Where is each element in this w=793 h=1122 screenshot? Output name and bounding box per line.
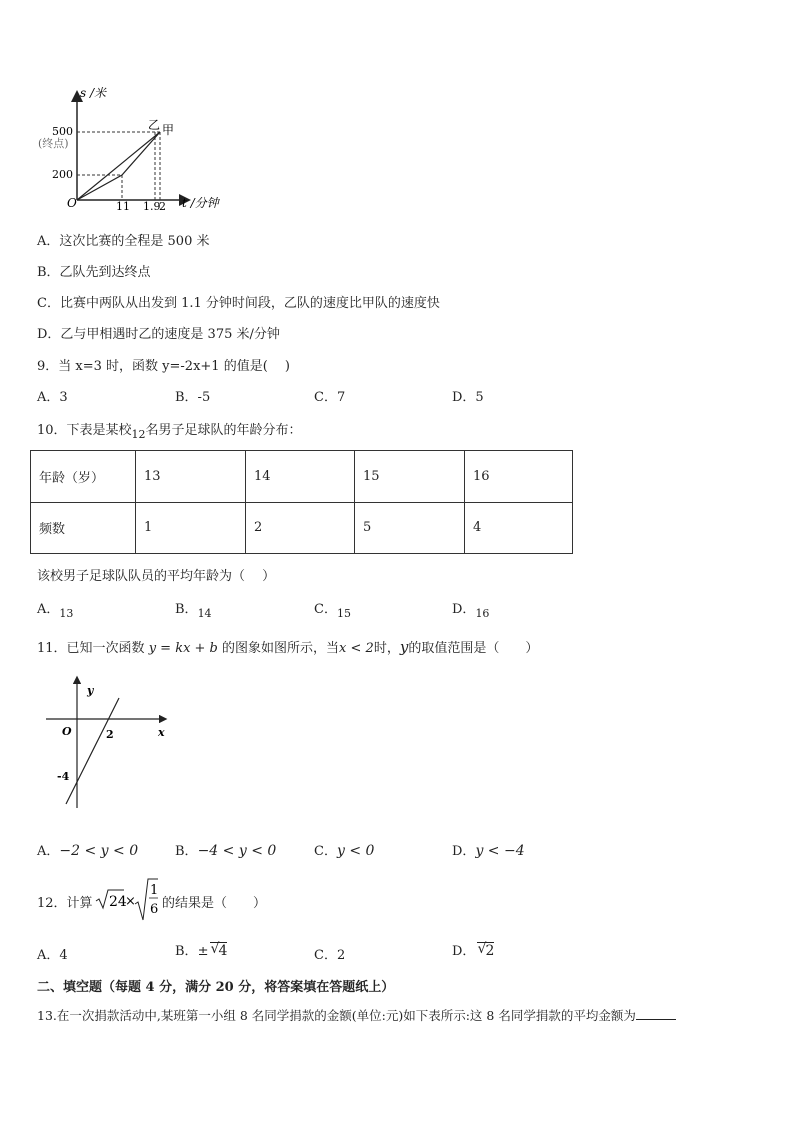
q8-option-d[interactable]: D．乙与甲相遇时乙的速度是 375 米/分钟	[37, 327, 280, 342]
q10-option-a[interactable]: A．$_{13}$	[37, 602, 74, 620]
q9-option-a[interactable]: A．3	[37, 390, 68, 405]
table-cell: 年龄（岁）	[31, 451, 136, 503]
age-table	[30, 450, 573, 554]
q12-stem-before: 12．计算	[37, 896, 93, 911]
q11-y-label: y	[87, 684, 94, 697]
table-cell: 2	[246, 502, 355, 554]
q9-stem: 9．当 x=3 时，函数 y=-2x+1 的值是( )	[37, 359, 290, 374]
sqrt-sign-icon: √ 4	[210, 941, 228, 959]
q11-tick-2: 2	[106, 728, 114, 741]
q8-option-b[interactable]: B．乙队先到达终点	[37, 265, 151, 280]
q12-option-c[interactable]: C．2	[314, 948, 346, 963]
table-cell: 1	[136, 502, 246, 554]
table-cell: 4	[465, 502, 573, 554]
tick-2: 2	[159, 200, 166, 213]
q8-option-c[interactable]: C．比赛中两队从出发到 1.1 分钟时间段，乙队的速度比甲队的速度快	[37, 296, 440, 311]
q10-option-b[interactable]: B．$_{14}$	[175, 602, 212, 620]
table-cell: 5	[355, 502, 465, 554]
q11-func: y = kx + b	[148, 641, 218, 656]
tick-19: 1.9	[143, 200, 161, 213]
q12-num-24: 24	[109, 894, 127, 910]
q12-times: ×	[125, 894, 136, 909]
q8-option-a[interactable]: A．这次比赛的全程是 500 米	[37, 234, 210, 249]
table-row	[31, 502, 573, 554]
tick-11: 11	[116, 200, 130, 213]
table-cell: 14	[246, 451, 355, 503]
q11-x-label: x	[158, 726, 165, 739]
distance-time-graph	[30, 85, 230, 215]
q12-frac-den: 6	[150, 902, 159, 917]
q12-frac-num: 1	[150, 883, 159, 898]
table-cell: 13	[136, 451, 246, 503]
sqrt-sign-icon: √ 2	[477, 941, 495, 959]
q12-expression	[94, 876, 164, 922]
x-axis-label: t /分钟	[182, 196, 219, 210]
q10-sub-12: 12	[131, 428, 146, 441]
y-axis-label: s /米	[80, 86, 107, 100]
tick-500: 500	[52, 125, 73, 138]
q9-option-b[interactable]: B．-5	[175, 390, 211, 405]
origin-label: O	[67, 196, 77, 210]
q10-option-d[interactable]: D．$_{16}$	[452, 602, 490, 620]
q11-option-b[interactable]: B．−4 < y < 0	[175, 843, 277, 859]
q10-stem: 10．下表是某校$_{12}$名男子足球队的年龄分布：	[37, 423, 302, 441]
q10-question: 该校男子足球队队员的平均年龄为（ ）	[37, 569, 276, 584]
section-title-fill-in: 二、填空题（每题 4 分，满分 20 分，将答案填在答题纸上）	[37, 980, 395, 995]
q12-option-a[interactable]: A．4	[37, 948, 68, 963]
tick-200: 200	[52, 168, 73, 181]
q9-option-d[interactable]: D．5	[452, 390, 484, 405]
table-cell: 16	[465, 451, 573, 503]
label-jia: 甲	[162, 123, 175, 137]
q11-origin: O	[62, 725, 72, 738]
q11-stem: 11．已知一次函数 y = kx + b 的图象如图所示，当x < 2时，y的取值范围是（ ）	[37, 638, 539, 656]
label-yi: 乙	[148, 118, 161, 132]
q13-stem: 13.在一次捐款活动中,某班第一小组 8 名同学捐款的金额(单位:元)如下表所示:这 8 名同学捐款的平均金额为	[37, 1006, 676, 1024]
q11-function-line	[66, 698, 119, 804]
q11-option-c[interactable]: C．y < 0	[314, 843, 375, 859]
q11-tick-neg4: -4	[57, 770, 70, 783]
table-row	[31, 451, 573, 503]
q12-stem-after: 的结果是（ ）	[162, 896, 267, 911]
table-cell: 频数	[31, 502, 136, 554]
q13-answer-blank[interactable]	[636, 1007, 676, 1020]
q12-option-b[interactable]: B．± √ 4	[175, 941, 228, 959]
tick-end: (终点)	[38, 137, 69, 150]
q11-option-d[interactable]: D．y < −4	[452, 843, 525, 859]
q9-option-c[interactable]: C．7	[314, 390, 346, 405]
q12-option-d[interactable]: D． √ 2	[452, 941, 495, 959]
q11-var: y	[399, 638, 409, 656]
q10-option-c[interactable]: C．$_{15}$	[314, 602, 351, 620]
table-cell: 15	[355, 451, 465, 503]
q11-option-a[interactable]: A．−2 < y < 0	[37, 843, 139, 859]
q11-cond: x < 2	[339, 641, 374, 656]
line-jia	[77, 132, 160, 200]
linear-function-graph	[42, 672, 172, 812]
